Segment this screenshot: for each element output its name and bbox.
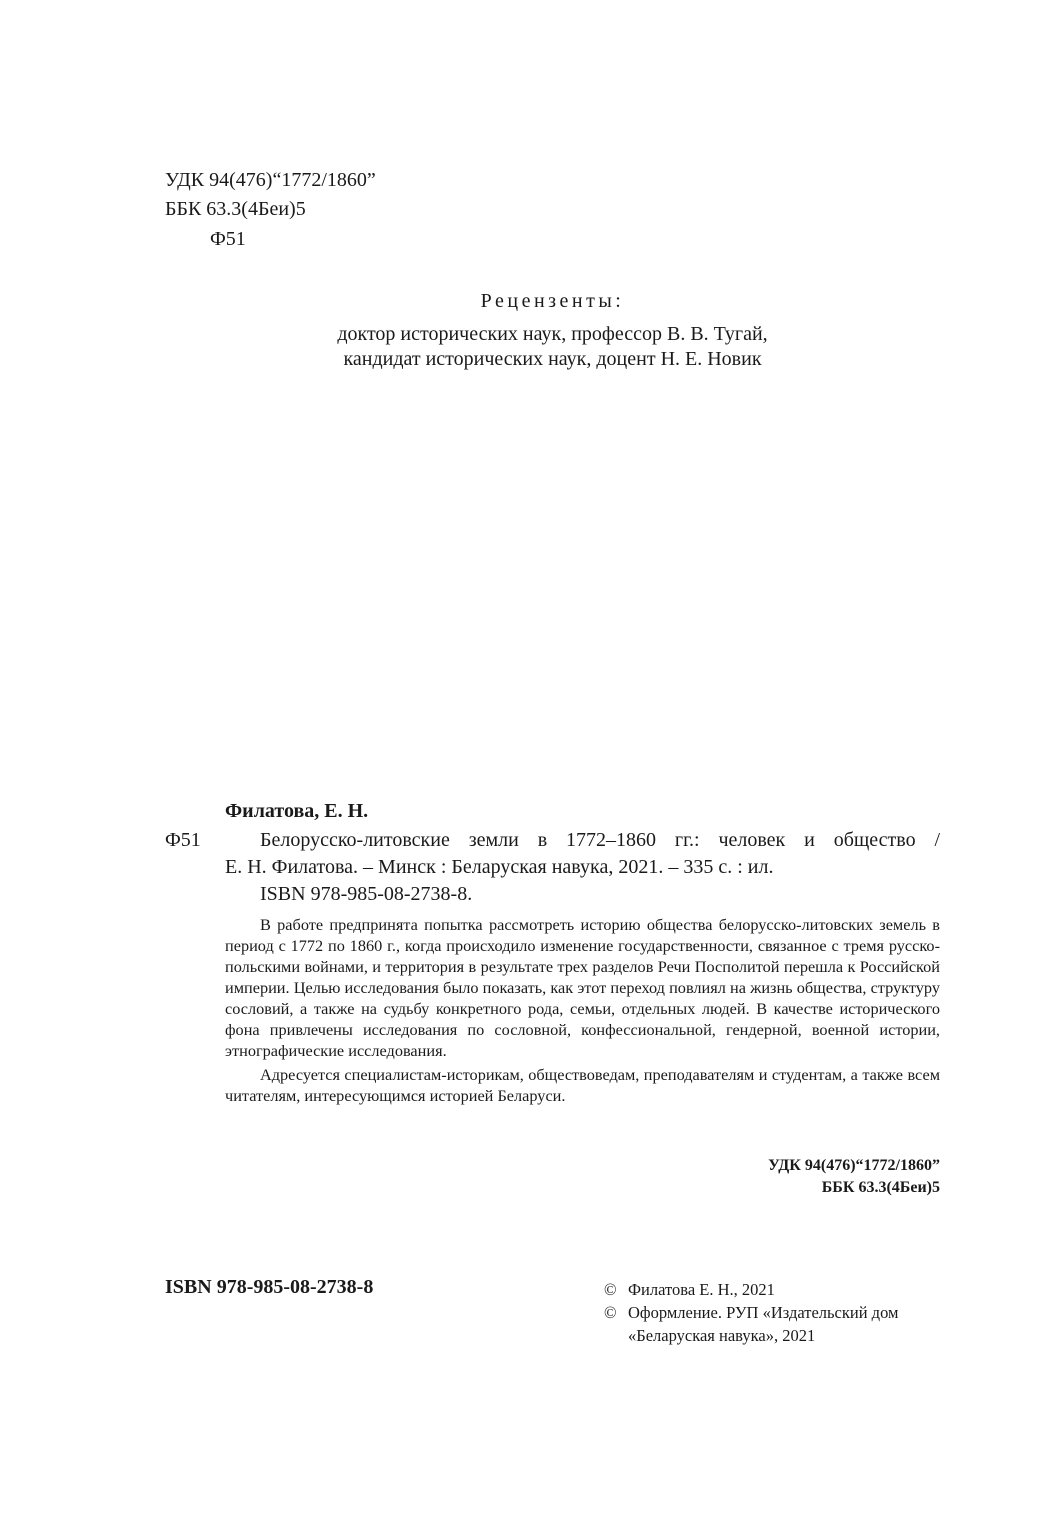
udk-code: УДК 94(476)“1772/1860”	[165, 169, 376, 191]
footer-codes	[768, 1155, 940, 1199]
copyright-design: Оформление. РУП «Издательский дом	[628, 1303, 899, 1322]
copyright-row-design	[604, 1301, 898, 1324]
copyright-symbol: ©	[604, 1280, 617, 1299]
bbk-code: ББК 63.3(4Беи)5	[165, 198, 306, 220]
abstract-paragraph-2: Адресуется специалистам-историкам, обществоведам, преподавателям и студентам, а также всем читателям, интересующимся историей Беларуси.	[225, 1065, 940, 1105]
copyright-row-publisher	[604, 1324, 898, 1347]
abstract-paragraph-1: В работе предпринята попытка рассмотреть историю общества белорусско-литовских земель в период с 1772 по 1860 г., когда происходило изменение государственности, связанное с тремя русско-польскими войнами, и территория в результате трех разделов Речи Посполитой перешла к Российской империи. Целью исследования было показать, как этот переход повлиял на жизнь общества, структуру сословий, а также на судьбу конкретного рода, семьи, отдельных людей. В качестве исторического фона привлечены исследования по сословной, конфессиональной, гендерной, военной истории, этнографические исследования.	[225, 915, 940, 1060]
copyright-author: Филатова Е. Н., 2021	[628, 1280, 775, 1299]
copyright-row-author	[604, 1278, 898, 1301]
reviewer-line-2: кандидат исторических наук, доцент Н. Е. Новик	[343, 348, 762, 370]
footer-bbk: ББК 63.3(4Беи)5	[821, 1179, 940, 1196]
bib-responsibility-line: Е. Н. Филатова. – Минск : Беларуская навука, 2021. – 335 с. : ил.	[225, 856, 774, 878]
reviewers-heading	[0, 287, 1058, 315]
copyright-publisher: «Беларуская навука», 2021	[628, 1326, 816, 1345]
author-cipher: Ф51	[210, 228, 246, 250]
bib-title-line: Белорусско-литовские земли в 1772–1860 гг.: человек и общество /	[260, 829, 940, 851]
reviewers-heading-text: Рецензенты:	[480, 290, 625, 312]
copyright-symbol: ©	[604, 1303, 617, 1322]
copyright-block	[604, 1278, 898, 1347]
author-heading: Филатова, Е. Н.	[225, 800, 369, 822]
abstract	[225, 914, 940, 1106]
bib-isbn-line: ISBN 978-985-08-2738-8.	[260, 883, 473, 905]
isbn-main: ISBN 978-985-08-2738-8	[165, 1276, 374, 1298]
bib-cipher: Ф51	[165, 829, 201, 851]
reviewer-line-1: доктор исторических наук, профессор В. В. Тугай,	[337, 323, 768, 345]
footer-udk: УДК 94(476)“1772/1860”	[768, 1157, 940, 1174]
